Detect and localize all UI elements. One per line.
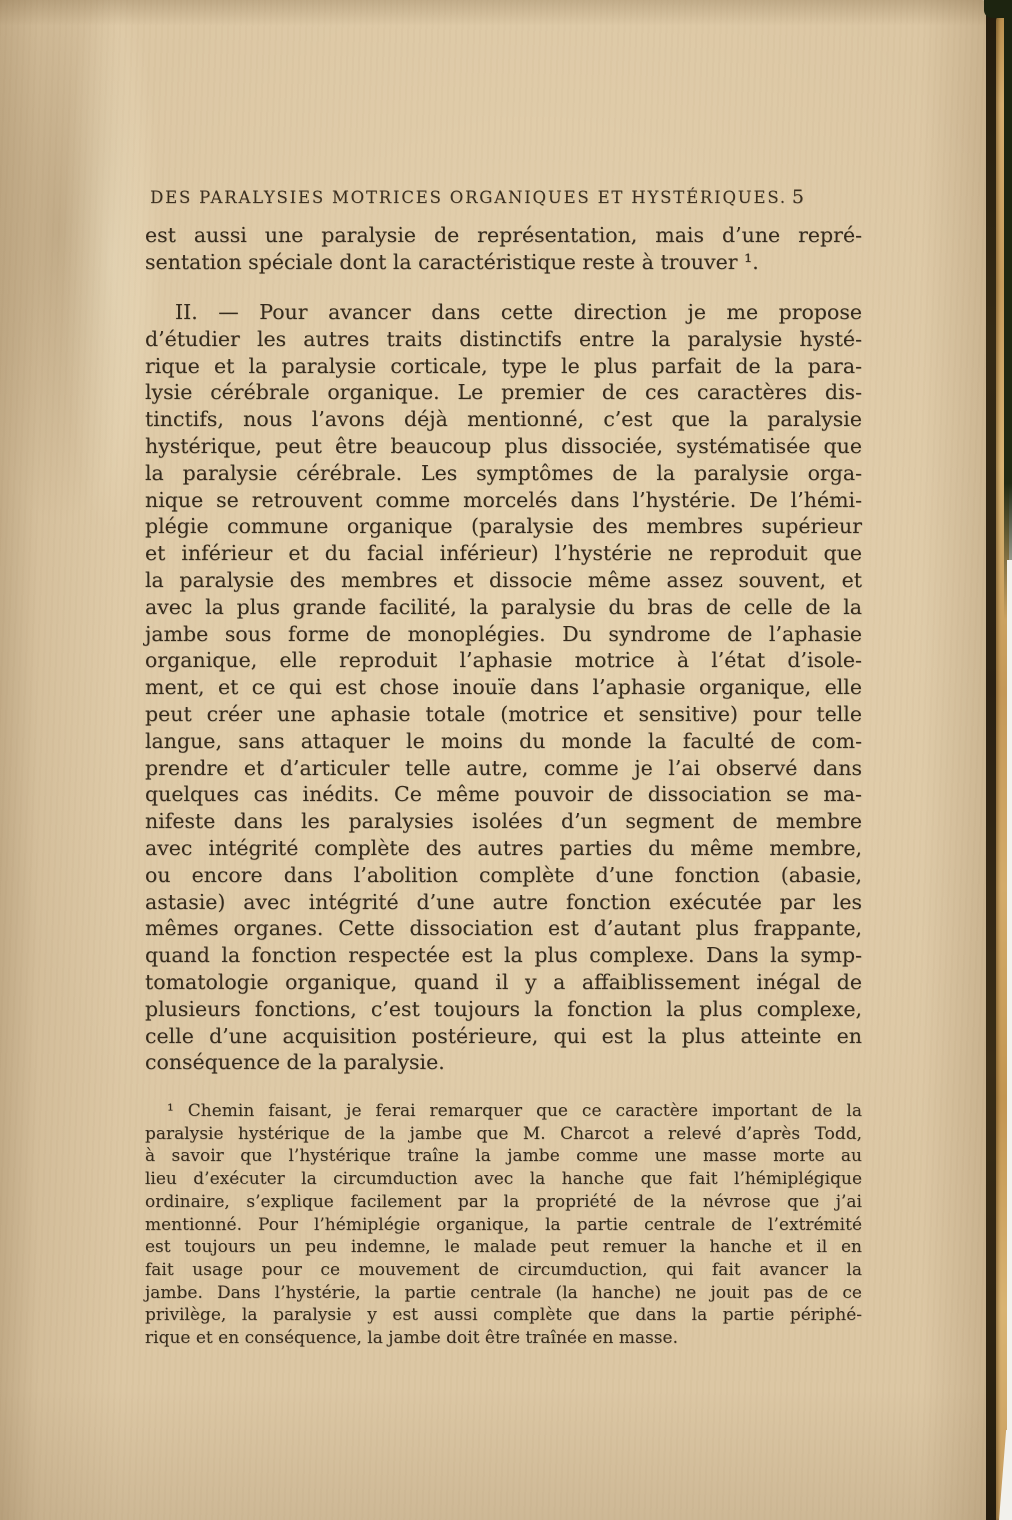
text-line: avec intégrité complète des autres parties du même membre, — [145, 835, 862, 860]
text-line: la paralysie cérébrale. Les symptômes de la paralysie orga- — [145, 460, 862, 485]
page-number: 5 — [791, 186, 804, 208]
text-line: nifeste dans les paralysies isolées d’un segment de membre — [145, 809, 862, 834]
text-line: rique et la paralysie corticale, type le plus parfait de la para- — [145, 353, 862, 378]
text-line: tomatologie organique, quand il y a affaiblissement inégal de — [145, 969, 862, 994]
text-line: la paralysie des membres et dissocie même assez souvent, et — [145, 567, 862, 592]
text-line: avec la plus grande facilité, la paralysie du bras de celle de la — [145, 594, 862, 619]
text-line: organique, elle reproduit l’aphasie motrice à l’état d’isole- — [145, 648, 862, 673]
text-line: ou encore dans l’abolition complète d’une fonction (abasie, — [145, 862, 862, 887]
text-line: d’étudier les autres traits distinctifs entre la paralysie hysté- — [145, 326, 862, 351]
text-line: mêmes organes. Cette dissociation est d’autant plus frappante, — [145, 916, 862, 941]
book-cover-edge — [1004, 0, 1012, 620]
text-line: tinctifs, nous l’avons déjà mentionné, c’est que la paralysie — [145, 407, 862, 432]
scanner-background — [1007, 560, 1012, 1520]
text-line: lieu d’exécuter la circumduction avec la hanche que fait l’hémiplégique — [145, 1169, 862, 1190]
text-line: privilège, la paralysie y est aussi complète que dans la partie périphé- — [145, 1305, 862, 1326]
text-line: ment, et ce qui est chose inouïe dans l’aphasie organique, elle — [145, 675, 862, 700]
body-paragraph-section-2 — [145, 299, 862, 1076]
text-line: rique et en conséquence, la jambe doit être traînée en masse. — [145, 1328, 678, 1349]
text-line: astasie) avec intégrité d’une autre fonction exécutée par les — [145, 889, 862, 914]
book-cover-corner — [984, 0, 1012, 18]
text-line: ¹ Chemin faisant, je ferai remarquer que ce caractère important de la — [167, 1101, 862, 1121]
running-head-title: DES PARALYSIES MOTRICES ORGANIQUES ET HYSTÉRIQUES. — [150, 188, 787, 207]
body-paragraph-continuation — [145, 222, 862, 276]
text-line: est aussi une paralysie de représentation, mais d’une repré- — [145, 223, 862, 247]
text-line: langue, sans attaquer le moins du monde la faculté de com- — [145, 728, 862, 753]
text-line: paralysie hystérique de la jambe que M. Charcot a relevé d’après Todd, — [145, 1123, 862, 1144]
text-line: nique se retrouvent comme morcelés dans l’hystérie. De l’hémi- — [145, 487, 862, 512]
footnote — [145, 1100, 862, 1350]
text-line: quelques cas inédits. Ce même pouvoir de dissociation se ma- — [145, 782, 862, 807]
text-line: lysie cérébrale organique. Le premier de ces caractères dis- — [145, 380, 862, 405]
text-line: et inférieur et du facial inférieur) l’hystérie ne reproduit que — [145, 541, 862, 566]
text-line: est toujours un peu indemne, le malade peut remuer la hanche et il en — [145, 1237, 862, 1258]
text-line: mentionné. Pour l’hémiplégie organique, la partie centrale de l’extrémité — [145, 1214, 862, 1235]
text-line: prendre et d’articuler telle autre, comme je l’ai observé dans — [145, 755, 862, 780]
text-line: ordinaire, s’explique facilement par la propriété de la névrose que j’ai — [145, 1191, 862, 1212]
text-line: jambe. Dans l’hystérie, la partie centrale (la hanche) ne jouit pas de ce — [145, 1282, 862, 1303]
text-line: fait usage pour ce mouvement de circumduction, qui fait avancer la — [145, 1259, 862, 1280]
text-line: II. — Pour avancer dans cette direction je me propose — [175, 300, 862, 324]
text-line: celle d’une acquisition postérieure, qui est la plus atteinte en — [145, 1023, 862, 1048]
running-head — [145, 188, 862, 212]
text-line: à savoir que l’hystérique traîne la jambe comme une masse morte au — [145, 1146, 862, 1167]
text-line: quand la fonction respectée est la plus complexe. Dans la symp- — [145, 943, 862, 968]
text-line: plégie commune organique (paralysie des membres supérieur — [145, 514, 862, 539]
text-line: sentation spéciale dont la caractéristique reste à trouver ¹. — [145, 249, 759, 274]
text-line: hystérique, peut être beaucoup plus dissociée, systématisée que — [145, 433, 862, 458]
text-line: peut créer une aphasie totale (motrice et sensitive) pour telle — [145, 701, 862, 726]
text-line: conséquence de la paralysie. — [145, 1050, 445, 1075]
text-line: jambe sous forme de monoplégies. Du syndrome de l’aphasie — [145, 621, 862, 646]
text-line: plusieurs fonctions, c’est toujours la fonction la plus complexe, — [145, 996, 862, 1021]
